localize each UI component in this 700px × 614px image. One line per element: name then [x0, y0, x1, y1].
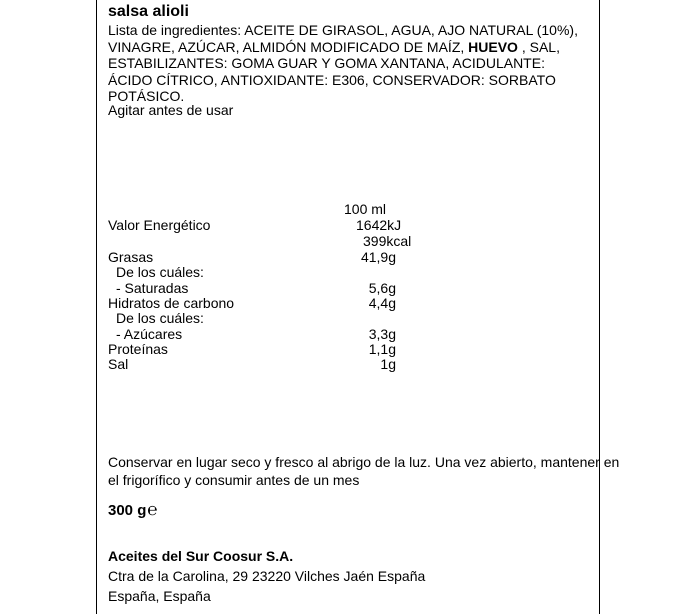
- manufacturer-address: Ctra de la Carolina, 29 23220 Vilches Jaén España: [108, 568, 426, 584]
- estimated-sign-icon: ℮: [147, 500, 158, 519]
- net-weight-value: 300 g: [108, 502, 147, 519]
- nutrient-label-sugars: - Azúcares: [116, 326, 183, 342]
- nutrient-label-saturates: - Saturadas: [116, 280, 189, 296]
- allergen-highlight: HUEVO: [468, 38, 518, 55]
- storage-line-2: el frigorífico y consumir antes de un mes: [108, 472, 360, 488]
- nutrient-label-fat: Grasas: [108, 249, 154, 265]
- ingredients-prefix: Lista de ingredientes: ACEITE DE GIRASOL, AGUA, AJO NATURAL (10%), VINAGRE, AZÚCAR, ALMIDÓN MODIFICADO DE MAÍZ,: [108, 22, 578, 55]
- nutrient-value-salt: 1g: [380, 356, 396, 372]
- nutrient-label-protein: Proteínas: [108, 341, 168, 357]
- nutrient-value-saturates: 5,6g: [368, 280, 396, 296]
- ingredients-list: [108, 22, 588, 105]
- nutrient-label-of-which: De los cuáles:: [116, 264, 204, 280]
- energy-label: Valor Energético: [108, 217, 211, 233]
- nutrient-label-carbohydrates: Hidratos de carbono: [108, 295, 235, 311]
- nutrient-value-carbohydrates: 4,4g: [368, 295, 396, 311]
- usage-note: Agitar antes de usar: [108, 102, 234, 118]
- nutrient-value-fat: 41,9g: [360, 249, 396, 265]
- nutrient-value-protein: 1,1g: [368, 341, 396, 357]
- storage-line-1: Conservar en lugar seco y fresco al abrigo de la luz. Una vez abierto, mantener en: [108, 454, 620, 470]
- net-weight: [108, 501, 158, 520]
- nutrient-value-sugars: 3,3g: [368, 326, 396, 342]
- nutrition-per-label: 100 ml: [344, 201, 387, 217]
- energy-kj: 1642kJ: [356, 217, 402, 233]
- manufacturer-countries: España, España: [108, 588, 211, 604]
- energy-kcal: 399kcal: [363, 233, 412, 249]
- manufacturer-name: Aceites del Sur Coosur S.A.: [108, 548, 294, 564]
- nutrient-label-of-which: De los cuáles:: [116, 310, 204, 326]
- ingredients-suffix: , SAL, ESTABILIZANTES: GOMA GUAR Y GOMA XANTANA, ACIDULANTE: ÁCIDO CÍTRICO, ANTIOXIDANTE: E306, CONSERVADOR: SORBATO POTÁSICO.: [108, 38, 560, 104]
- nutrient-label-salt: Sal: [108, 356, 129, 372]
- product-name: salsa alioli: [108, 3, 189, 20]
